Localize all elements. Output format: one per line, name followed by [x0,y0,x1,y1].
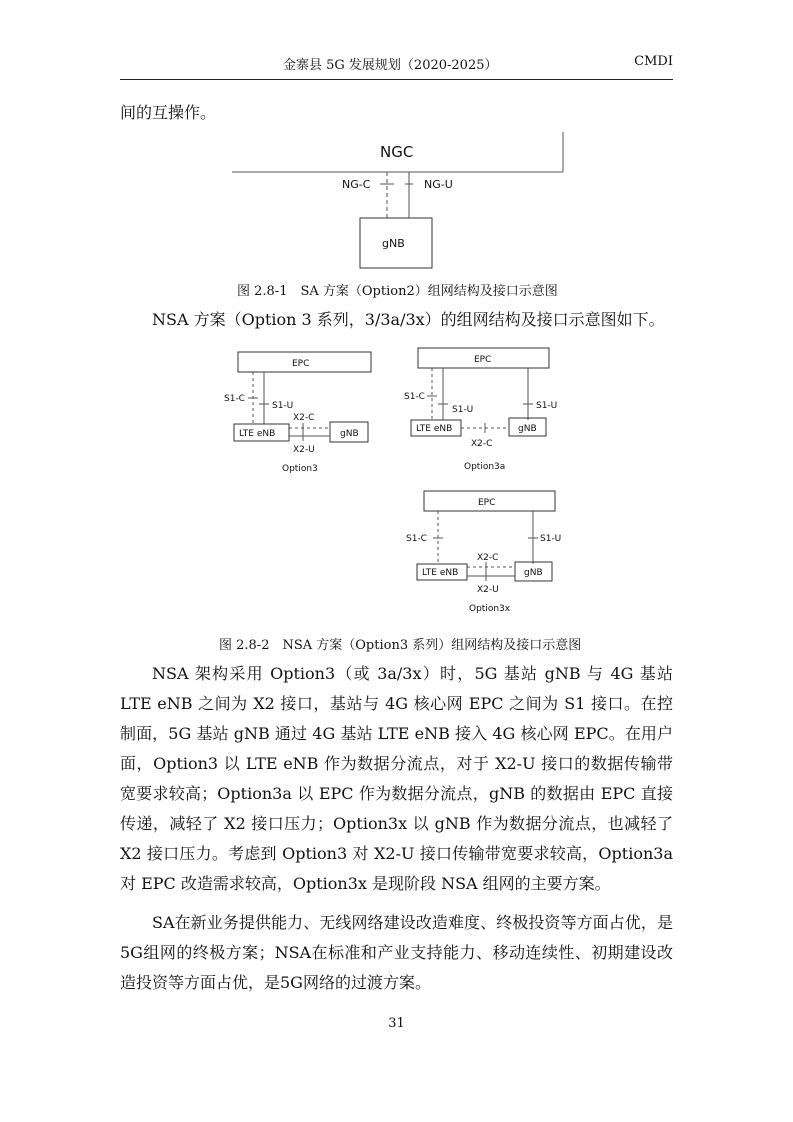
page-number: 31 [388,1016,405,1031]
opt3a-lte-label: LTE eNB [416,424,453,434]
ng-u-label: NG-U [424,178,453,191]
opt3a-s1u-label-gnb: S1-U [536,401,558,411]
opt3a-epc-label: EPC [474,355,492,365]
opt3x-x2u-label: X2-U [477,585,499,595]
opt3-epc-label: EPC [292,359,310,369]
opt3a-s1c-label: S1-C [404,392,425,402]
opt3x-epc-label: EPC [478,498,496,508]
opt3-s1c-label: S1-C [224,394,245,404]
opt3a-gnb-label: gNB [518,424,537,434]
opt3-x2u-label: X2-U [293,445,315,455]
body-paragraph-2: SA在新业务提供能力、无线网络建设改造难度、终极投资等方面占优，是5G组网的终极方案；NSA在标准和产业支持能力、移动连续性、初期建设改造投资等方面占优，是5G网络的过渡方案。 [120,913,673,992]
opt3-x2c-label: X2-C [293,413,315,423]
ng-c-label: NG-C [342,178,371,191]
header-title: 金寨县 5G 发展规划（2020-2025） [283,58,498,73]
opt3x-gnb-label: gNB [524,568,543,578]
opt3x-s1c-label: S1-C [406,534,427,544]
header-org: CMDI [634,54,673,69]
opt3a-s1u-label: S1-U [452,405,474,415]
fig1-caption: 图 2.8-1 SA 方案（Option2）组网结构及接口示意图 [237,284,558,299]
opt3-s1u-label: S1-U [272,401,294,411]
opt3-gnb-label: gNB [340,429,359,439]
opt3a-x2c-label: X2-C [471,439,493,449]
opt3-lte-label: LTE eNB [239,429,276,439]
opt3x-s1u-label: S1-U [540,534,562,544]
opt3x-title: Option3x [469,604,511,614]
ngc-label: NGC [380,143,414,161]
gnb-label: gNB [382,237,405,250]
intro-line: 间的互操作。 [120,103,217,122]
opt3a-title: Option3a [464,462,506,472]
body-paragraph-1: NSA 架构采用 Option3（或 3a/3x）时，5G 基站 gNB 与 4G 基站 LTE eNB 之间为 X2 接口，基站与 4G 核心网 EPC 之间为 S1 接口。在控制面，5G 基站 gNB 通过 4G 基站 LTE eNB 接入 4G 核心网 EPC。在用户面，Option3 以 LTE eNB 作为数据分流点，对于 X2-U 接口的数据传输带宽要求较高；Option3a 以 EPC 作为数据分流点，gNB 的数据由 EPC 直接传递，减轻了 X2 接口压力；Option3x 以 gNB 作为数据分流点，也减轻了 X2 接口压力。考虑到 Option3 对 X2-U 接口传输带宽要求较高，Option3a 对 EPC 改造需求较高，Option3x 是现阶段 NSA 组网的主要方案。 [120,664,673,893]
opt3x-x2c-label: X2-C [477,553,499,563]
nsa-intro: NSA 方案（Option 3 系列，3/3a/3x）的组网结构及接口示意图如下。 [152,310,665,329]
opt3x-lte-label: LTE eNB [422,568,459,578]
fig2-caption: 图 2.8-2 NSA 方案（Option3 系列）组网结构及接口示意图 [219,638,582,653]
opt3-title: Option3 [282,464,318,474]
